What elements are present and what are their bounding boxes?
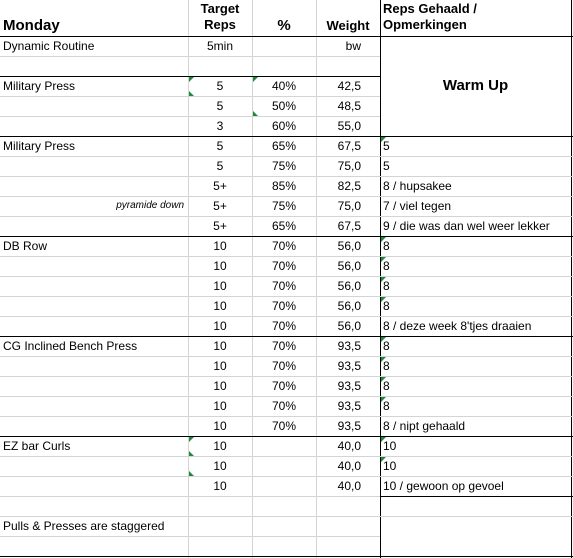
gridline xyxy=(0,136,380,137)
gridline xyxy=(0,496,380,497)
cell-note[interactable]: 8 xyxy=(383,339,390,353)
gridline xyxy=(0,396,380,397)
cell-pct[interactable]: 70% xyxy=(271,399,297,413)
cell-weight[interactable]: 93,5 xyxy=(337,379,361,393)
cell-exercise[interactable] xyxy=(3,116,186,136)
gridline xyxy=(0,116,380,117)
gridline xyxy=(0,256,380,257)
comment-marker-icon xyxy=(381,297,386,302)
cell-weight[interactable]: 93,5 xyxy=(337,339,361,353)
gridline xyxy=(571,0,572,558)
cell-pct[interactable]: 70% xyxy=(271,259,297,273)
gridline xyxy=(380,316,573,317)
cell-note[interactable]: 8 / hupsakee xyxy=(383,179,452,193)
header-notes-1[interactable]: Reps Gehaald / xyxy=(383,1,477,16)
cell-pct[interactable] xyxy=(252,56,316,76)
cell-weight[interactable]: 48,5 xyxy=(337,99,361,113)
cell-note[interactable]: 10 / gewoon op gevoel xyxy=(383,479,504,493)
cell-weight[interactable]: 40,0 xyxy=(337,479,361,493)
cell-weight[interactable]: 40,0 xyxy=(337,439,361,453)
cell-pct[interactable]: 60% xyxy=(271,119,297,133)
cell-weight[interactable]: 82,5 xyxy=(337,179,361,193)
cell-note[interactable]: 8 / deze week 8'tjes draaien xyxy=(383,319,532,333)
gridline xyxy=(380,276,573,277)
gridline xyxy=(380,516,573,517)
cell-weight[interactable]: 67,5 xyxy=(337,139,361,153)
cell-note[interactable]: 8 xyxy=(383,359,390,373)
comment-marker-icon xyxy=(253,111,258,116)
cell-weight[interactable]: bw xyxy=(345,39,361,53)
gridline xyxy=(0,416,380,417)
cell-note[interactable]: 9 / die was dan wel weer lekker xyxy=(383,219,550,233)
gridline xyxy=(0,96,380,97)
gridline xyxy=(380,496,573,497)
cell-note[interactable]: 5 xyxy=(383,159,390,173)
gridline xyxy=(380,136,573,137)
comment-marker-icon xyxy=(381,337,386,342)
cell-weight[interactable]: 93,5 xyxy=(337,399,361,413)
cell-reps[interactable]: 5 xyxy=(216,139,224,153)
gridline xyxy=(380,236,573,237)
cell-note[interactable]: 7 / viel tegen xyxy=(383,199,452,213)
gridline xyxy=(0,356,380,357)
gridline xyxy=(0,556,573,557)
cell-reps[interactable]: 5 xyxy=(216,79,224,93)
cell-pct[interactable]: 70% xyxy=(271,279,297,293)
cell-exercise[interactable] xyxy=(3,416,186,436)
cell-exercise[interactable]: Dynamic Routine xyxy=(3,39,95,53)
cell-pct[interactable] xyxy=(252,476,316,496)
cell-exercise[interactable]: Pulls & Presses are staggered xyxy=(3,519,165,533)
comment-marker-icon xyxy=(381,137,386,142)
cell-pct[interactable]: 85% xyxy=(271,179,297,193)
comment-marker-icon xyxy=(189,91,194,96)
cell-pct[interactable]: 75% xyxy=(271,199,297,213)
comment-marker-icon xyxy=(189,451,194,456)
cell-exercise[interactable] xyxy=(3,396,186,416)
cell-weight[interactable] xyxy=(316,516,361,536)
cell-reps[interactable]: 10 xyxy=(213,299,227,313)
cell-pct[interactable] xyxy=(252,496,316,516)
cell-exercise[interactable]: EZ bar Curls xyxy=(3,439,71,453)
cell-exercise[interactable]: CG Inclined Bench Press xyxy=(3,339,138,353)
cell-exercise[interactable] xyxy=(3,456,186,476)
cell-exercise[interactable]: Military Press xyxy=(3,79,76,93)
gridline xyxy=(380,456,573,457)
gridline xyxy=(380,336,573,337)
cell-pct[interactable] xyxy=(252,36,316,56)
cell-weight[interactable]: 42,5 xyxy=(337,79,361,93)
cell-note[interactable]: 5 xyxy=(383,139,390,153)
gridline xyxy=(0,456,380,457)
comment-marker-icon xyxy=(381,437,386,442)
comment-marker-icon xyxy=(253,77,258,82)
cell-reps[interactable] xyxy=(188,56,252,76)
cell-exercise[interactable] xyxy=(3,296,186,316)
cell-reps[interactable]: 10 xyxy=(213,319,227,333)
gridline xyxy=(0,276,380,277)
cell-weight[interactable]: 93,5 xyxy=(337,419,361,433)
cell-exercise[interactable] xyxy=(3,176,186,196)
cell-weight[interactable]: 56,0 xyxy=(337,279,361,293)
comment-marker-icon xyxy=(381,237,386,242)
cell-reps[interactable]: 5min xyxy=(206,39,233,53)
cell-pct[interactable]: 65% xyxy=(271,139,297,153)
gridline xyxy=(380,156,573,157)
cell-pct[interactable]: 70% xyxy=(271,379,297,393)
gridline xyxy=(0,476,380,477)
cell-exercise[interactable]: DB Row xyxy=(3,239,48,253)
cell-note[interactable]: 8 xyxy=(383,299,390,313)
cell-weight[interactable]: 75,0 xyxy=(337,199,361,213)
cell-pct[interactable]: 70% xyxy=(271,239,297,253)
header-notes-2[interactable]: Opmerkingen xyxy=(383,17,467,32)
cell-weight[interactable] xyxy=(316,496,361,516)
cell-reps[interactable]: 10 xyxy=(213,459,227,473)
gridline xyxy=(0,56,380,57)
comment-marker-icon xyxy=(381,277,386,282)
cell-weight[interactable]: 56,0 xyxy=(337,299,361,313)
gridline xyxy=(0,516,380,517)
comment-marker-icon xyxy=(189,471,194,476)
cell-exercise[interactable] xyxy=(3,96,186,116)
gridline xyxy=(380,376,573,377)
cell-exercise[interactable] xyxy=(3,216,186,236)
gridline xyxy=(0,336,380,337)
cell-pct[interactable]: 50% xyxy=(271,99,297,113)
gridline xyxy=(0,316,380,317)
gridline xyxy=(380,436,573,437)
cell-exercise[interactable] xyxy=(3,276,186,296)
cell-pct[interactable] xyxy=(252,436,316,456)
comment-marker-icon xyxy=(381,357,386,362)
cell-note[interactable] xyxy=(383,56,571,76)
gridline xyxy=(0,36,573,37)
cell-note[interactable] xyxy=(383,496,571,516)
cell-exercise[interactable] xyxy=(3,376,186,396)
gridline xyxy=(380,476,573,477)
cell-weight[interactable]: 40,0 xyxy=(337,459,361,473)
comment-marker-icon xyxy=(381,377,386,382)
gridline xyxy=(0,536,380,537)
cell-exercise[interactable] xyxy=(3,56,186,76)
cell-comment[interactable]: pyramide down xyxy=(116,200,184,211)
cell-weight[interactable]: 56,0 xyxy=(337,259,361,273)
cell-pct[interactable]: 70% xyxy=(271,419,297,433)
cell-exercise[interactable] xyxy=(3,356,186,376)
gridline xyxy=(380,196,573,197)
gridline xyxy=(380,176,573,177)
cell-note[interactable]: 8 xyxy=(383,379,390,393)
comment-marker-icon xyxy=(381,457,386,462)
header-percent[interactable]: % xyxy=(277,17,291,34)
cell-pct[interactable] xyxy=(252,516,316,536)
cell-weight[interactable]: 56,0 xyxy=(337,239,361,253)
cell-exercise[interactable] xyxy=(3,256,186,276)
cell-reps[interactable]: 5+ xyxy=(213,199,227,213)
cell-pct[interactable]: 70% xyxy=(271,339,297,353)
comment-marker-icon xyxy=(381,397,386,402)
gridline xyxy=(380,256,573,257)
cell-note[interactable] xyxy=(383,116,571,136)
cell-note[interactable] xyxy=(383,96,571,116)
comment-marker-icon xyxy=(381,257,386,262)
cell-reps[interactable] xyxy=(188,496,252,516)
header-weight[interactable]: Weight xyxy=(326,18,370,33)
gridline xyxy=(0,196,380,197)
cell-exercise[interactable] xyxy=(3,156,186,176)
gridline xyxy=(380,396,573,397)
cell-note[interactable] xyxy=(383,36,571,56)
cell-reps[interactable]: 10 xyxy=(213,379,227,393)
cell-note[interactable]: 8 xyxy=(383,399,390,413)
warm-up-label[interactable]: Warm Up xyxy=(442,77,509,94)
cell-reps[interactable] xyxy=(188,516,252,536)
gridline xyxy=(0,236,380,237)
cell-note[interactable]: 8 xyxy=(383,279,390,293)
cell-weight[interactable]: 93,5 xyxy=(337,359,361,373)
cell-weight[interactable]: 67,5 xyxy=(337,219,361,233)
cell-note[interactable]: 10 xyxy=(383,459,397,473)
cell-reps[interactable]: 5+ xyxy=(213,219,227,233)
gridline xyxy=(380,216,573,217)
cell-note[interactable]: 8 xyxy=(383,259,390,273)
cell-pct[interactable]: 70% xyxy=(271,299,297,313)
cell-reps[interactable]: 5+ xyxy=(213,179,227,193)
cell-pct[interactable]: 70% xyxy=(271,319,297,333)
cell-pct[interactable]: 40% xyxy=(271,79,297,93)
cell-reps[interactable]: 3 xyxy=(216,119,224,133)
cell-pct[interactable]: 75% xyxy=(271,159,297,173)
cell-note[interactable]: 10 xyxy=(383,439,397,453)
cell-note[interactable]: 8 xyxy=(383,239,390,253)
cell-weight[interactable]: 55,0 xyxy=(337,119,361,133)
cell-pct[interactable]: 65% xyxy=(271,219,297,233)
gridline xyxy=(0,156,380,157)
cell-reps[interactable]: 5 xyxy=(216,99,224,113)
cell-weight[interactable]: 56,0 xyxy=(337,319,361,333)
header-reps[interactable]: Reps xyxy=(204,17,236,32)
cell-reps[interactable]: 10 xyxy=(213,479,227,493)
cell-reps[interactable]: 10 xyxy=(213,439,227,453)
gridline xyxy=(0,296,380,297)
cell-reps[interactable]: 10 xyxy=(213,279,227,293)
cell-exercise[interactable] xyxy=(3,316,186,336)
cell-reps[interactable]: 10 xyxy=(213,339,227,353)
header-target[interactable]: Target xyxy=(200,1,240,16)
cell-exercise[interactable] xyxy=(3,496,186,516)
cell-weight[interactable]: 75,0 xyxy=(337,159,361,173)
cell-exercise[interactable]: Military Press xyxy=(3,139,76,153)
cell-note[interactable]: 8 / nipt gehaald xyxy=(383,419,466,433)
cell-note[interactable] xyxy=(383,516,571,536)
gridline xyxy=(0,216,380,217)
cell-reps[interactable]: 5 xyxy=(216,159,224,173)
gridline xyxy=(0,176,380,177)
cell-note[interactable] xyxy=(383,76,571,96)
day-title[interactable]: Monday xyxy=(3,17,60,34)
cell-reps[interactable]: 10 xyxy=(213,259,227,273)
cell-pct[interactable] xyxy=(252,456,316,476)
gridline xyxy=(380,356,573,357)
cell-exercise[interactable] xyxy=(3,476,186,496)
cell-reps[interactable]: 10 xyxy=(213,359,227,373)
gridline xyxy=(380,296,573,297)
cell-reps[interactable]: 10 xyxy=(213,419,227,433)
cell-pct[interactable]: 70% xyxy=(271,359,297,373)
cell-reps[interactable]: 10 xyxy=(213,399,227,413)
gridline xyxy=(380,416,573,417)
gridline xyxy=(0,376,380,377)
cell-weight[interactable] xyxy=(316,56,361,76)
comment-marker-icon xyxy=(189,77,194,82)
comment-marker-icon xyxy=(189,437,194,442)
cell-reps[interactable]: 10 xyxy=(213,239,227,253)
